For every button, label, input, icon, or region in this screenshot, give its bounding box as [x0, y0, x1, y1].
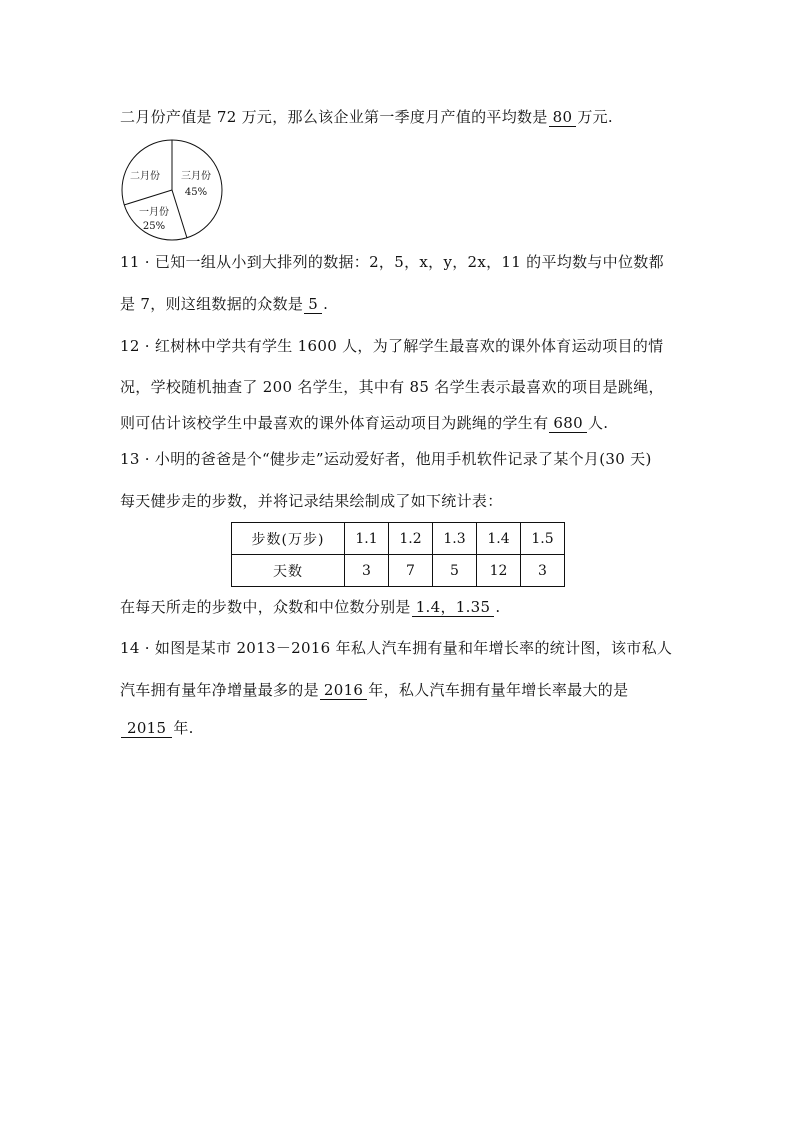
table-cell: 1.2 [389, 523, 433, 555]
q13-answer-blank: 1.4，1.35 [412, 599, 495, 617]
statement-text: 二月份产值是 72 万元，那么该企业第一季度月产值的平均数是 [120, 108, 548, 126]
q13-line-3 [120, 596, 500, 618]
table-cell: 1.4 [477, 523, 521, 555]
q12-text: 则可估计该校学生中最喜欢的课外体育运动项目为跳绳的学生有 [120, 414, 549, 432]
q12-answer-blank: 680 [549, 415, 587, 433]
step-count-table [231, 522, 565, 587]
pie-label-january: 一月份 [139, 207, 169, 218]
q14-line-1: 14 · 如图是某市 2013－2016 年私人汽车拥有量和年增长率的统计图，该市私人 [120, 639, 673, 657]
q12-line-3 [120, 412, 608, 434]
table-cell: 3 [345, 555, 389, 587]
q14-line-2 [120, 679, 628, 701]
answer-blank: 80 [549, 109, 577, 127]
q13-line-1: 13 · 小明的爸爸是个“健步走”运动爱好者，他用手机软件记录了某个月(30 天) [120, 450, 652, 468]
q12-tail: 人. [587, 414, 609, 432]
statement-tail: 万元. [577, 108, 613, 126]
q14-mid-text: 年，私人汽车拥有量年增长率最大的是 [368, 681, 629, 699]
table-row-days [232, 555, 565, 587]
table-cell: 5 [433, 555, 477, 587]
table-header-days: 天数 [232, 555, 345, 587]
q14-line-3 [120, 717, 194, 739]
pie-label-february: 二月份 [130, 171, 160, 182]
q11-tail: . [323, 295, 329, 313]
q14-tail: 年. [173, 719, 194, 737]
pie-value-march: 45% [184, 187, 208, 198]
table-header-steps: 步数(万步) [232, 523, 345, 555]
q12-line-1: 12 · 红树林中学共有学生 1600 人，为了解学生最喜欢的课外体育运动项目的情 [120, 337, 664, 355]
table-cell: 12 [477, 555, 521, 587]
table-cell: 1.3 [433, 523, 477, 555]
q13-text: 在每天所走的步数中，众数和中位数分别是 [120, 598, 411, 616]
q14-answer-blank-1: 2016 [320, 682, 367, 700]
pie-label-march: 三月份 [181, 171, 211, 182]
table-cell: 7 [389, 555, 433, 587]
q14-answer-blank-2: 2015 [121, 720, 172, 738]
table-row-steps [232, 523, 565, 555]
q13-tail: . [495, 598, 501, 616]
q11-line-1: 11 · 已知一组从小到大排列的数据：2，5，x，y，2x，11 的平均数与中位数都 [120, 253, 664, 271]
q11-line-2 [120, 293, 328, 315]
q13-line-2: 每天健步走的步数，并将记录结果绘制成了如下统计表： [120, 492, 503, 510]
pie-value-january: 25% [142, 221, 166, 232]
q11-answer-blank: 5 [304, 296, 322, 314]
q11-text: 是 7，则这组数据的众数是 [120, 295, 304, 313]
table-cell: 1.5 [521, 523, 565, 555]
table-cell: 3 [521, 555, 565, 587]
table-cell: 1.1 [345, 523, 389, 555]
pie-chart [118, 137, 226, 243]
statement-line-1 [120, 106, 613, 128]
q12-line-2: 况，学校随机抽查了 200 名学生，其中有 85 名学生表示最喜欢的项目是跳绳， [120, 378, 664, 396]
q14-text: 汽车拥有量年净增量最多的是 [120, 681, 319, 699]
